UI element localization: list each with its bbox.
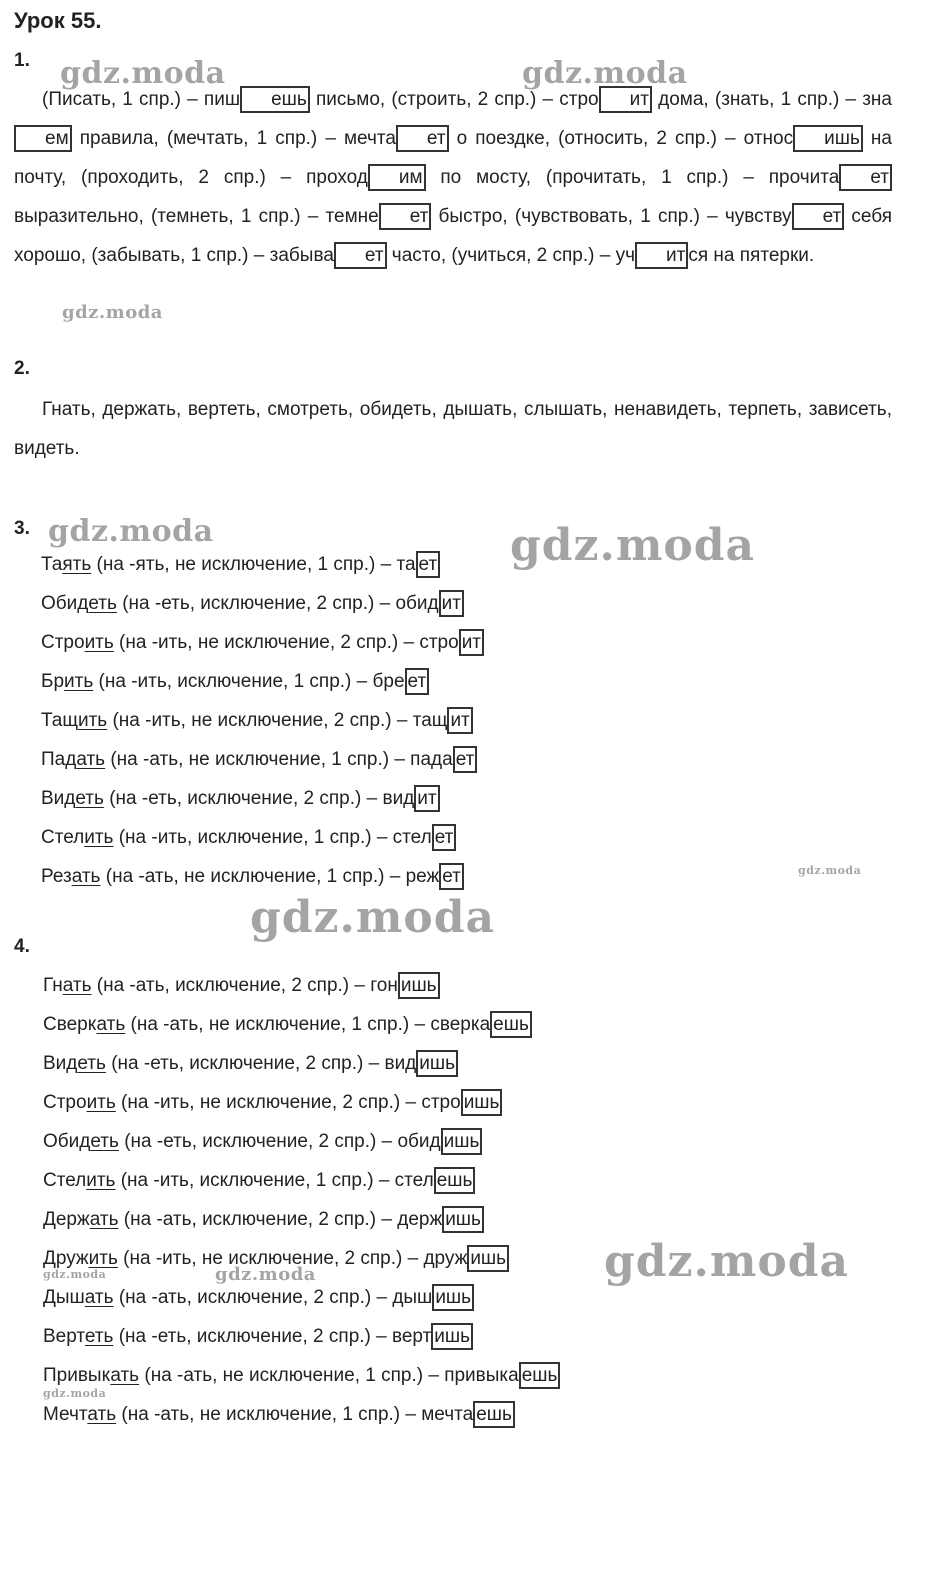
phrase-continuation: часто,	[386, 245, 452, 266]
verb-stem: Стро	[41, 632, 85, 653]
conjugation-note: (на -ать, не исключение, 1 спр.) – привыка	[139, 1365, 519, 1386]
phrase-continuation: ся на пятерки.	[688, 245, 815, 266]
watermark: gdz.moda	[522, 56, 688, 91]
conjugation-note: (на -ать, не исключение, 1 спр.) – реж	[100, 866, 440, 887]
verb-stem: Держ	[43, 1209, 90, 1230]
boxed-ending: ит	[599, 86, 652, 113]
conjugation-note: (на -ать, исключение, 2 спр.) – дыш	[113, 1287, 433, 1308]
boxed-ending: ет	[405, 668, 430, 695]
conjugation-note: (на -еть, исключение, 2 спр.) – вид	[105, 1053, 417, 1074]
underlined-suffix: ать	[89, 1209, 119, 1230]
underlined-suffix: ать	[84, 1287, 114, 1308]
underlined-suffix: ать	[96, 1014, 126, 1035]
boxed-ending: ешь	[473, 1401, 515, 1428]
underlined-suffix: ать	[62, 975, 92, 996]
watermark: gdz.moda	[62, 302, 163, 323]
boxed-ending: ит	[635, 242, 688, 269]
conjugation-note: (на -еть, исключение, 2 спр.) – верт	[113, 1326, 432, 1347]
conjugation-note: (на -ать, не исключение, 1 спр.) – мечта	[116, 1404, 474, 1425]
task4-list	[43, 966, 560, 1434]
verb-stem: Верт	[43, 1326, 85, 1347]
watermark: gdz.moda	[510, 520, 756, 571]
verb-stem: Мечт	[43, 1404, 88, 1425]
underlined-suffix: ить	[84, 827, 114, 848]
boxed-ending: ет	[396, 125, 449, 152]
verb-stem: Привык	[43, 1365, 111, 1386]
section-number-3: 3.	[14, 518, 30, 539]
boxed-ending: ишь	[467, 1245, 509, 1272]
watermark: gdz.moda	[250, 892, 496, 943]
underlined-suffix: ять	[62, 554, 92, 575]
verb-phrase-text: (знать, 1 спр.) – зна	[714, 89, 892, 110]
list-item	[41, 662, 484, 701]
verb-phrase-text: (мечтать, 1 спр.) – мечта	[166, 128, 396, 149]
conjugation-note: (на -ять, не исключение, 1 спр.) – та	[91, 554, 416, 575]
verb-phrase-text: (учиться, 2 спр.) – уч	[451, 245, 636, 266]
boxed-ending: ишь	[441, 1128, 483, 1155]
underlined-suffix: ать	[76, 749, 106, 770]
verb-phrase-text: (темнеть, 1 спр.) – темне	[150, 206, 379, 227]
list-item	[41, 701, 484, 740]
underlined-suffix: ать	[71, 866, 101, 887]
underlined-suffix: еть	[77, 1053, 106, 1074]
verb-stem: Гн	[43, 975, 63, 996]
phrase-continuation: выразительно,	[14, 206, 151, 227]
verb-stem: Обид	[43, 1131, 91, 1152]
verb-stem: Вид	[43, 1053, 78, 1074]
conjugation-note: (на -ить, не исключение, 2 спр.) – тащ	[107, 710, 448, 731]
boxed-ending: ет	[379, 203, 432, 230]
list-item	[41, 623, 484, 662]
boxed-ending: ет	[416, 551, 441, 578]
verb-phrase-text: (относить, 2 спр.) – относ	[558, 128, 794, 149]
list-item	[43, 1395, 560, 1434]
conjugation-note: (на -ить, не исключение, 2 спр.) – стро	[115, 1092, 461, 1113]
boxed-ending: ишь	[398, 972, 440, 999]
boxed-ending: ишь	[416, 1050, 458, 1077]
list-item	[43, 1083, 560, 1122]
list-item	[43, 1317, 560, 1356]
underlined-suffix: ать	[87, 1404, 117, 1425]
verb-stem: Тащ	[41, 710, 78, 731]
verb-stem: Рез	[41, 866, 72, 887]
underlined-suffix: ить	[64, 671, 94, 692]
conjugation-note: (на -ать, исключение, 2 спр.) – гон	[91, 975, 398, 996]
underlined-suffix: ить	[86, 1170, 116, 1191]
verb-stem: Бр	[41, 671, 65, 692]
boxed-ending: ет	[439, 863, 464, 890]
section-number-2: 2.	[14, 358, 30, 379]
verb-phrase-text: (прочитать, 1 спр.) – прочита	[545, 167, 840, 188]
watermark: gdz.moda	[43, 1387, 107, 1400]
boxed-ending: ет	[792, 203, 845, 230]
underlined-suffix: ить	[86, 1092, 116, 1113]
conjugation-note: (на -ить, исключение, 1 спр.) – бре	[93, 671, 405, 692]
underlined-suffix: ить	[88, 1248, 118, 1269]
phrase-continuation: письмо,	[309, 89, 392, 110]
underlined-suffix: еть	[84, 1326, 114, 1347]
verb-phrase-text: (забывать, 1 спр.) – забыва	[91, 245, 334, 266]
verb-stem: Та	[41, 554, 63, 575]
verb-stem: Дыш	[43, 1287, 85, 1308]
section-number-4: 4.	[14, 936, 30, 957]
verb-stem: Пад	[41, 749, 77, 770]
conjugation-note: (на -ать, не исключение, 1 спр.) – пада	[105, 749, 453, 770]
boxed-ending: ишь	[431, 1323, 473, 1350]
watermark: gdz.moda	[48, 514, 214, 549]
conjugation-note: (на -ить, исключение, 1 спр.) – стел	[113, 827, 432, 848]
boxed-ending: ет	[432, 824, 457, 851]
watermark: gdz.moda	[215, 1264, 316, 1285]
boxed-ending: ем	[14, 125, 72, 152]
task1-paragraph	[14, 80, 892, 275]
verb-phrase-text: (Писать, 1 спр.) – пиш	[42, 89, 241, 110]
phrase-continuation: себя хорошо,	[14, 206, 892, 266]
boxed-ending: ет	[453, 746, 478, 773]
task2-paragraph: Гнать, держать, вертеть, смотреть, обидеть, дышать, слышать, ненавидеть, терпеть, зависеть, видеть.	[14, 399, 892, 459]
boxed-ending: ет	[334, 242, 387, 269]
boxed-ending: ит	[447, 707, 472, 734]
conjugation-note: (на -еть, исключение, 2 спр.) – обид	[116, 593, 439, 614]
task3-list	[41, 545, 484, 896]
watermark: gdz.moda	[798, 864, 862, 877]
phrase-continuation: дома,	[651, 89, 715, 110]
boxed-ending: ишь	[793, 125, 863, 152]
underlined-suffix: еть	[88, 593, 117, 614]
verb-stem: Стел	[43, 1170, 87, 1191]
boxed-ending: ишь	[461, 1089, 503, 1116]
lesson-title: Урок 55.	[14, 8, 102, 33]
list-item	[43, 1161, 560, 1200]
boxed-ending: ешь	[519, 1362, 561, 1389]
underlined-suffix: еть	[90, 1131, 119, 1152]
conjugation-note: (на -ать, исключение, 2 спр.) – держ	[118, 1209, 443, 1230]
conjugation-note: (на -ать, не исключение, 1 спр.) – сверка	[125, 1014, 491, 1035]
phrase-continuation: по мосту,	[425, 167, 546, 188]
verb-phrase-text: (строить, 2 спр.) – стро	[391, 89, 599, 110]
boxed-ending: ешь	[240, 86, 310, 113]
phrase-continuation: быстро,	[431, 206, 515, 227]
verb-phrase-text: (чувствовать, 1 спр.) – чувству	[514, 206, 792, 227]
boxed-ending: ешь	[434, 1167, 476, 1194]
list-item	[41, 779, 484, 818]
phrase-continuation: правила,	[71, 128, 167, 149]
boxed-ending: ишь	[442, 1206, 484, 1233]
conjugation-note: (на -ить, не исключение, 2 спр.) – стро	[113, 632, 459, 653]
list-item	[41, 857, 484, 896]
watermark: gdz.moda	[43, 1268, 107, 1281]
list-item	[41, 740, 484, 779]
list-item	[43, 1044, 560, 1083]
phrase-continuation: о поездке,	[448, 128, 559, 149]
underlined-suffix: ать	[110, 1365, 140, 1386]
verb-stem: Вид	[41, 788, 76, 809]
underlined-suffix: еть	[75, 788, 104, 809]
verb-stem: Друж	[43, 1248, 89, 1269]
conjugation-note: (на -еть, исключение, 2 спр.) – обид	[118, 1131, 441, 1152]
watermark: gdz.moda	[60, 56, 226, 91]
boxed-ending: ит	[459, 629, 484, 656]
conjugation-note: (на -ить, не исключение, 2 спр.) – друж	[117, 1248, 468, 1269]
list-item	[43, 1356, 560, 1395]
verb-stem: Обид	[41, 593, 89, 614]
boxed-ending: ешь	[490, 1011, 532, 1038]
boxed-ending: ишь	[432, 1284, 474, 1311]
list-item	[41, 545, 484, 584]
phrase-continuation: на почту,	[14, 128, 892, 188]
conjugation-note: (на -еть, исключение, 2 спр.) – вид	[103, 788, 415, 809]
boxed-ending: им	[368, 164, 426, 191]
verb-stem: Стро	[43, 1092, 87, 1113]
list-item	[43, 1005, 560, 1044]
boxed-ending: ит	[439, 590, 464, 617]
verb-stem: Стел	[41, 827, 85, 848]
list-item	[43, 1122, 560, 1161]
underlined-suffix: ить	[77, 710, 108, 731]
watermark: gdz.moda	[604, 1236, 850, 1287]
verb-phrase-text: (проходить, 2 спр.) – проход	[81, 167, 368, 188]
list-item	[41, 584, 484, 623]
boxed-ending: ит	[414, 785, 439, 812]
list-item	[43, 1200, 560, 1239]
verb-stem: Сверк	[43, 1014, 97, 1035]
list-item	[43, 966, 560, 1005]
conjugation-note: (на -ить, исключение, 1 спр.) – стел	[115, 1170, 434, 1191]
underlined-suffix: ить	[84, 632, 114, 653]
section-number-1: 1.	[14, 50, 30, 71]
boxed-ending: ет	[839, 164, 892, 191]
list-item	[41, 818, 484, 857]
